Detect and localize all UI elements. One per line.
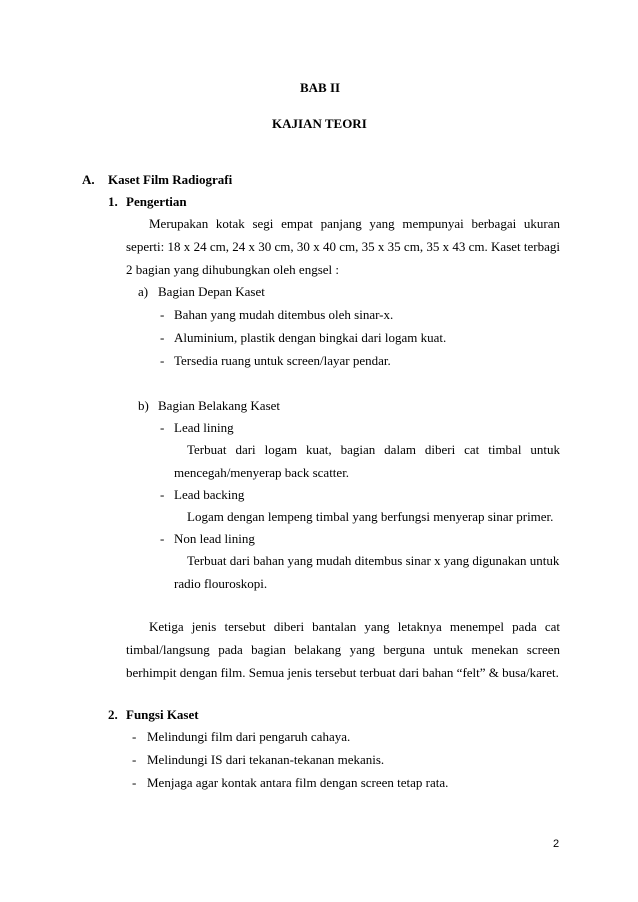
chapter-title: KAJIAN TEORI: [272, 116, 367, 131]
bullet-item: Bahan yang mudah ditembus oleh sinar-x.: [174, 307, 394, 322]
section-a-heading: Kaset Film Radiografi: [108, 172, 233, 187]
bullet-dash: -: [132, 729, 137, 744]
subsection-1-marker: 1.: [108, 194, 118, 209]
paragraph-line: Merupakan kotak segi empat panjang yang mempunyai berbagai ukuran: [149, 216, 560, 231]
subsection-2-heading: Fungsi Kaset: [126, 707, 199, 722]
paragraph-line: Ketiga jenis tersebut diberi bantalan yang letaknya menempel pada cat: [149, 619, 560, 634]
bullet-item-label: Non lead lining: [174, 531, 255, 546]
bullet-item: Melindungi IS dari tekanan-tekanan mekanis.: [147, 752, 385, 767]
item-a-heading: Bagian Depan Kaset: [158, 284, 265, 299]
bullet-desc-line: Logam dengan lempeng timbal yang berfungsi menyerap sinar primer.: [187, 509, 554, 524]
bullet-dash: -: [160, 531, 165, 546]
section-a-marker: A.: [82, 172, 95, 187]
bullet-item: Aluminium, plastik dengan bingkai dari logam kuat.: [174, 330, 447, 345]
bullet-desc-line: radio flouroskopi.: [174, 576, 268, 591]
item-a-marker: a): [138, 284, 149, 299]
paragraph-line: berhimpit dengan film. Semua jenis tersebut terbuat dari bahan “felt” & busa/karet.: [126, 665, 559, 680]
bullet-dash: -: [160, 420, 165, 435]
bullet-dash: -: [132, 752, 137, 767]
bullet-dash: -: [160, 487, 165, 502]
bullet-desc-line: Terbuat dari logam kuat, bagian dalam diberi cat timbal untuk: [187, 442, 560, 457]
bullet-dash: -: [132, 775, 137, 790]
chapter-label: BAB II: [300, 80, 341, 95]
paragraph-line: seperti: 18 x 24 cm, 24 x 30 cm, 30 x 40 cm, 35 x 35 cm, 35 x 43 cm. Kaset terbagi: [126, 239, 560, 254]
bullet-dash: -: [160, 330, 165, 345]
bullet-dash: -: [160, 307, 165, 322]
bullet-desc-line: Terbuat dari bahan yang mudah ditembus sinar x yang digunakan untuk: [187, 553, 560, 568]
bullet-item-label: Lead backing: [174, 487, 245, 502]
bullet-item-label: Lead lining: [174, 420, 234, 435]
item-b-marker: b): [138, 398, 149, 413]
bullet-desc-line: mencegah/menyerap back scatter.: [174, 465, 350, 480]
page-number: 2: [553, 838, 560, 850]
bullet-item: Tersedia ruang untuk screen/layar pendar.: [174, 353, 391, 368]
paragraph-line: 2 bagian yang dihubungkan oleh engsel :: [126, 262, 340, 277]
bullet-dash: -: [160, 353, 165, 368]
bullet-item: Melindungi film dari pengaruh cahaya.: [147, 729, 351, 744]
item-b-heading: Bagian Belakang Kaset: [158, 398, 281, 413]
subsection-2-marker: 2.: [108, 707, 118, 722]
bullet-item: Menjaga agar kontak antara film dengan screen tetap rata.: [147, 775, 449, 790]
paragraph-line: timbal/langsung pada bagian belakang yang berguna untuk menekan screen: [126, 642, 560, 657]
subsection-1-heading: Pengertian: [126, 194, 187, 209]
